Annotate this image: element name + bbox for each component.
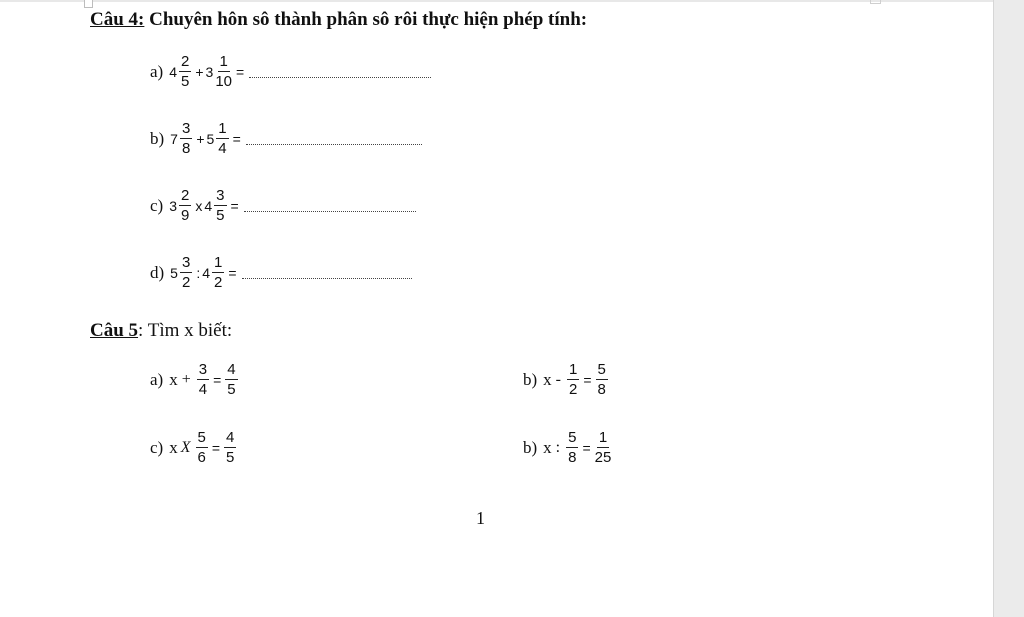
fraction bbox=[179, 188, 191, 223]
whole-number: 5 bbox=[206, 130, 215, 147]
numerator: 1 bbox=[218, 120, 227, 137]
fraction bbox=[225, 362, 237, 397]
page-top-edge bbox=[0, 0, 993, 2]
operator: + bbox=[195, 63, 204, 80]
operator: + bbox=[196, 130, 205, 147]
equation bbox=[543, 430, 613, 465]
numerator: 4 bbox=[226, 429, 235, 446]
variable-x: x bbox=[169, 437, 178, 457]
question-4-heading bbox=[90, 9, 587, 31]
denominator: 5 bbox=[216, 207, 225, 224]
whole-number: 4 bbox=[169, 63, 178, 80]
answer-blank bbox=[246, 143, 422, 145]
numerator: 1 bbox=[569, 361, 578, 378]
equals-sign: = bbox=[228, 264, 237, 281]
variable-x: x bbox=[169, 369, 178, 389]
answer-blank bbox=[249, 76, 431, 78]
operator: + bbox=[181, 370, 191, 388]
denominator: 6 bbox=[197, 449, 206, 466]
numerator: 5 bbox=[197, 429, 206, 446]
multiply-operator: X bbox=[180, 438, 191, 456]
equals-sign: = bbox=[582, 439, 591, 456]
item-label: c) bbox=[150, 195, 164, 215]
denominator: 4 bbox=[198, 381, 208, 398]
denominator: 2 bbox=[214, 274, 223, 291]
equals-sign: = bbox=[232, 130, 241, 147]
fraction bbox=[196, 430, 208, 465]
divide-operator: : bbox=[555, 438, 561, 456]
denominator: 2 bbox=[181, 274, 191, 291]
margin-mark bbox=[870, 0, 881, 4]
item-label: c) bbox=[150, 437, 164, 457]
fraction bbox=[180, 121, 192, 156]
equation bbox=[169, 430, 238, 465]
equals-sign: = bbox=[583, 371, 592, 388]
exercise-5a bbox=[150, 362, 240, 397]
exercise-4a bbox=[150, 54, 431, 89]
equals-sign: = bbox=[230, 197, 239, 214]
equation bbox=[169, 362, 239, 397]
fraction bbox=[596, 362, 608, 397]
fraction bbox=[197, 362, 209, 397]
question-5-title: Câu 5 bbox=[90, 320, 139, 341]
exercise-4d bbox=[150, 255, 412, 290]
numerator: 5 bbox=[597, 361, 606, 378]
answer-blank bbox=[242, 277, 412, 279]
fraction bbox=[180, 255, 192, 290]
whole-number: 3 bbox=[169, 197, 178, 214]
denominator: 5 bbox=[181, 73, 190, 90]
fraction bbox=[595, 430, 612, 465]
operator: x bbox=[195, 197, 203, 214]
denominator: 8 bbox=[568, 449, 577, 466]
mixed-expression bbox=[170, 121, 422, 156]
numerator: 4 bbox=[227, 361, 236, 378]
answer-blank bbox=[244, 210, 416, 212]
denominator: 2 bbox=[569, 381, 578, 398]
whole-number: 4 bbox=[202, 264, 210, 281]
exercise-5d bbox=[523, 430, 613, 465]
numerator: 1 bbox=[598, 429, 608, 446]
equals-sign: = bbox=[236, 63, 245, 80]
exercise-5b bbox=[523, 362, 610, 397]
mixed-expression bbox=[169, 188, 415, 223]
question-4-instruction: Chuyên hôn sô thành phân sô rôi thực hiện phép tính: bbox=[149, 9, 588, 30]
whole-number: 5 bbox=[170, 264, 178, 281]
text-boundary-mark bbox=[84, 0, 93, 8]
question-5-heading bbox=[90, 320, 232, 342]
fraction bbox=[224, 430, 236, 465]
numerator: 1 bbox=[219, 53, 228, 70]
numerator: 5 bbox=[568, 429, 577, 446]
equals-sign: = bbox=[211, 439, 221, 456]
fraction bbox=[215, 54, 232, 89]
item-label: a) bbox=[150, 61, 164, 81]
whole-number: 7 bbox=[170, 130, 178, 147]
numerator: 3 bbox=[216, 187, 225, 204]
denominator: 10 bbox=[215, 73, 233, 90]
item-label: b) bbox=[150, 128, 165, 148]
denominator: 8 bbox=[597, 381, 606, 398]
variable-x: x bbox=[543, 369, 552, 389]
numerator: 3 bbox=[198, 361, 208, 378]
denominator: 4 bbox=[218, 140, 227, 157]
equals-sign: = bbox=[213, 371, 222, 388]
operator: : bbox=[196, 264, 201, 281]
exercise-4c bbox=[150, 188, 416, 223]
fraction bbox=[567, 362, 579, 397]
question-5-instruction: : Tìm x biết: bbox=[138, 320, 233, 341]
item-label: b) bbox=[523, 369, 538, 389]
fraction bbox=[179, 54, 191, 89]
denominator: 9 bbox=[181, 207, 190, 224]
question-4-title: Câu 4: bbox=[90, 9, 145, 30]
mixed-expression bbox=[169, 54, 431, 89]
fraction bbox=[214, 188, 226, 223]
whole-number: 3 bbox=[205, 63, 214, 80]
denominator: 25 bbox=[594, 449, 612, 466]
fraction bbox=[212, 255, 224, 290]
mixed-expression bbox=[170, 255, 411, 290]
item-label: d) bbox=[150, 262, 165, 282]
operator: - bbox=[555, 370, 561, 388]
denominator: 8 bbox=[181, 140, 191, 157]
numerator: 3 bbox=[181, 254, 191, 271]
whole-number: 4 bbox=[204, 197, 213, 214]
numerator: 2 bbox=[181, 53, 190, 70]
fraction bbox=[216, 121, 228, 156]
numerator: 2 bbox=[181, 187, 190, 204]
exercise-4b bbox=[150, 121, 422, 156]
equation bbox=[543, 362, 610, 397]
numerator: 3 bbox=[181, 120, 191, 137]
item-label: a) bbox=[150, 369, 164, 389]
exercise-5c bbox=[150, 430, 238, 465]
page-number: 1 bbox=[476, 508, 485, 528]
denominator: 5 bbox=[226, 449, 235, 466]
item-label: b) bbox=[523, 437, 538, 457]
fraction bbox=[566, 430, 578, 465]
numerator: 1 bbox=[214, 254, 223, 271]
vertical-scrollbar[interactable] bbox=[993, 0, 1024, 617]
variable-x: x bbox=[543, 437, 552, 457]
denominator: 5 bbox=[227, 381, 236, 398]
